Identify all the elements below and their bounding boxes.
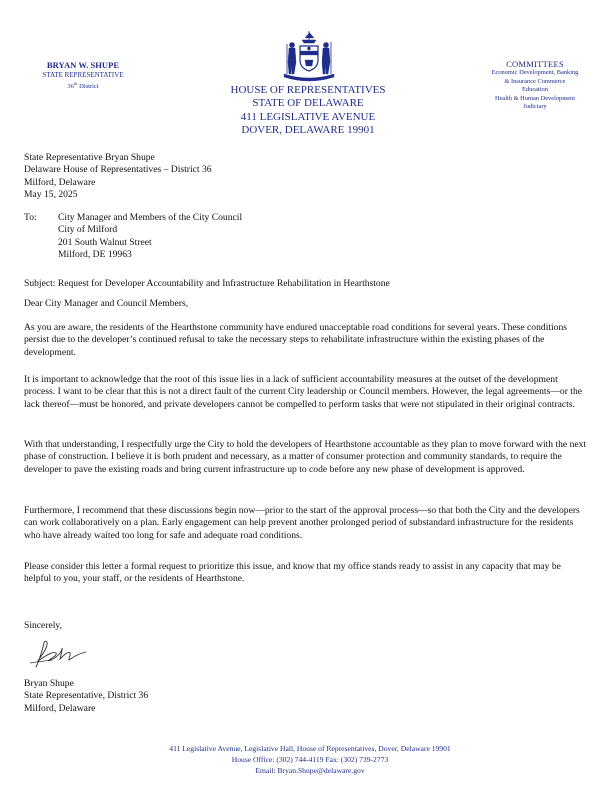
signature-block: [24, 678, 589, 715]
footer-phone: House Office: (302) 744-4119 Fax: (302) 739-2773: [231, 755, 389, 764]
recipient-line: Milford, DE 19963: [58, 248, 132, 260]
delaware-seal-icon: [278, 30, 340, 82]
signer-name: Bryan Shupe: [24, 678, 74, 689]
representative-name: BRYAN W. SHUPE: [46, 60, 120, 70]
district-suffix: th: [73, 81, 78, 86]
sender-line: Milford, Delaware: [24, 176, 96, 188]
closing: Sincerely,: [24, 620, 63, 631]
body-paragraph: It is important to acknowledge that the root of this issue lies in a lack of sufficient accountability measures at the outset of the development process. I want to be clear that this is not a direct fault of the current City leadership or Council members. However, the legal agreements—or the lack thereof—must be honored, and private developers cannot be compelled to perform tasks that were not stipulated in their original contracts.: [24, 374, 583, 410]
sender-line: Delaware House of Representatives – District 36: [24, 164, 212, 176]
district-word: District: [79, 83, 99, 91]
committee-item: Economic Development, Banking: [491, 69, 579, 77]
house-line: STATE OF DELAWARE: [252, 97, 364, 110]
committee-item: & Insurance Commerce: [504, 77, 566, 85]
body-paragraph: Please consider this letter a formal request to prioritize this issue, and know that my office stands ready to assist in any capacity that may be helpful to you, your staff, or the residents of Hearthstone.: [24, 561, 561, 585]
district-number: 36: [67, 83, 74, 91]
recipient-line: City of Milford: [58, 224, 118, 236]
body-paragraph: With that understanding, I respectfully urge the City to hold the developers of Hearthstone accountable as they plan to move forward with the next phase of construction. I believe it is both prudent and necessary, as a matter of consumer protection and community standards, to require the developer to pave the existing roads and bring current infrastructure up to code before any new phase of development is approved.: [24, 439, 587, 475]
committee-item: Judiciary: [523, 103, 547, 111]
letter-date: May 15, 2025: [24, 188, 78, 200]
footer-contact: [100, 743, 520, 776]
sender-block: [24, 152, 589, 201]
representative-district: [30, 81, 136, 90]
sender-line: State Representative Bryan Shupe: [24, 152, 155, 163]
salutation: Dear City Manager and Council Members,: [24, 298, 189, 309]
signer-title: State Representative, District 36: [24, 690, 149, 702]
house-line: HOUSE OF REPRESENTATIVES: [230, 84, 386, 96]
to-label: To:: [24, 212, 37, 223]
body-paragraph: Furthermore, I recommend that these discussions begin now—prior to the start of the approval process—so that both the City and the developers can work collaboratively on a plan. Early engagement can help prevent another prolonged period of substandard infrastructure for the residents who have already waited too long for safe and adequate road conditions.: [24, 505, 580, 541]
committees-block: [470, 60, 600, 111]
committee-item: Education: [522, 86, 548, 94]
house-line: 411 LEGISLATIVE AVENUE: [240, 110, 376, 123]
signer-location: Milford, Delaware: [24, 702, 96, 714]
recipient-line: 201 South Walnut Street: [58, 236, 152, 248]
footer-address: 411 Legislative Avenue, Legislative Hall, House of Representatives, Dover, Delaware 19901: [169, 744, 451, 753]
house-address-block: [188, 84, 428, 137]
committees-heading: COMMITTEES: [506, 59, 564, 69]
handwritten-signature-icon: [26, 637, 92, 671]
representative-title: STATE REPRESENTATIVE: [42, 71, 124, 79]
footer-email: Email: Bryan.Shupe@delaware.gov: [255, 766, 365, 775]
recipient-line: City Manager and Members of the City Council: [58, 212, 243, 223]
committee-item: Health & Human Development: [494, 94, 576, 102]
recipient-block: [58, 212, 242, 261]
body-paragraph: As you are aware, the residents of the Hearthstone community have endured unacceptable road conditions for several years. These conditions persist due to the developer’s continued refusal to take the necessary steps to rehabilitate infrastructure within the existing phases of the development.: [24, 322, 568, 358]
house-line: DOVER, DELAWARE 19901: [241, 123, 375, 136]
subject-line: Subject: Request for Developer Accountability and Infrastructure Rehabilitation in Hearthstone: [24, 278, 390, 289]
